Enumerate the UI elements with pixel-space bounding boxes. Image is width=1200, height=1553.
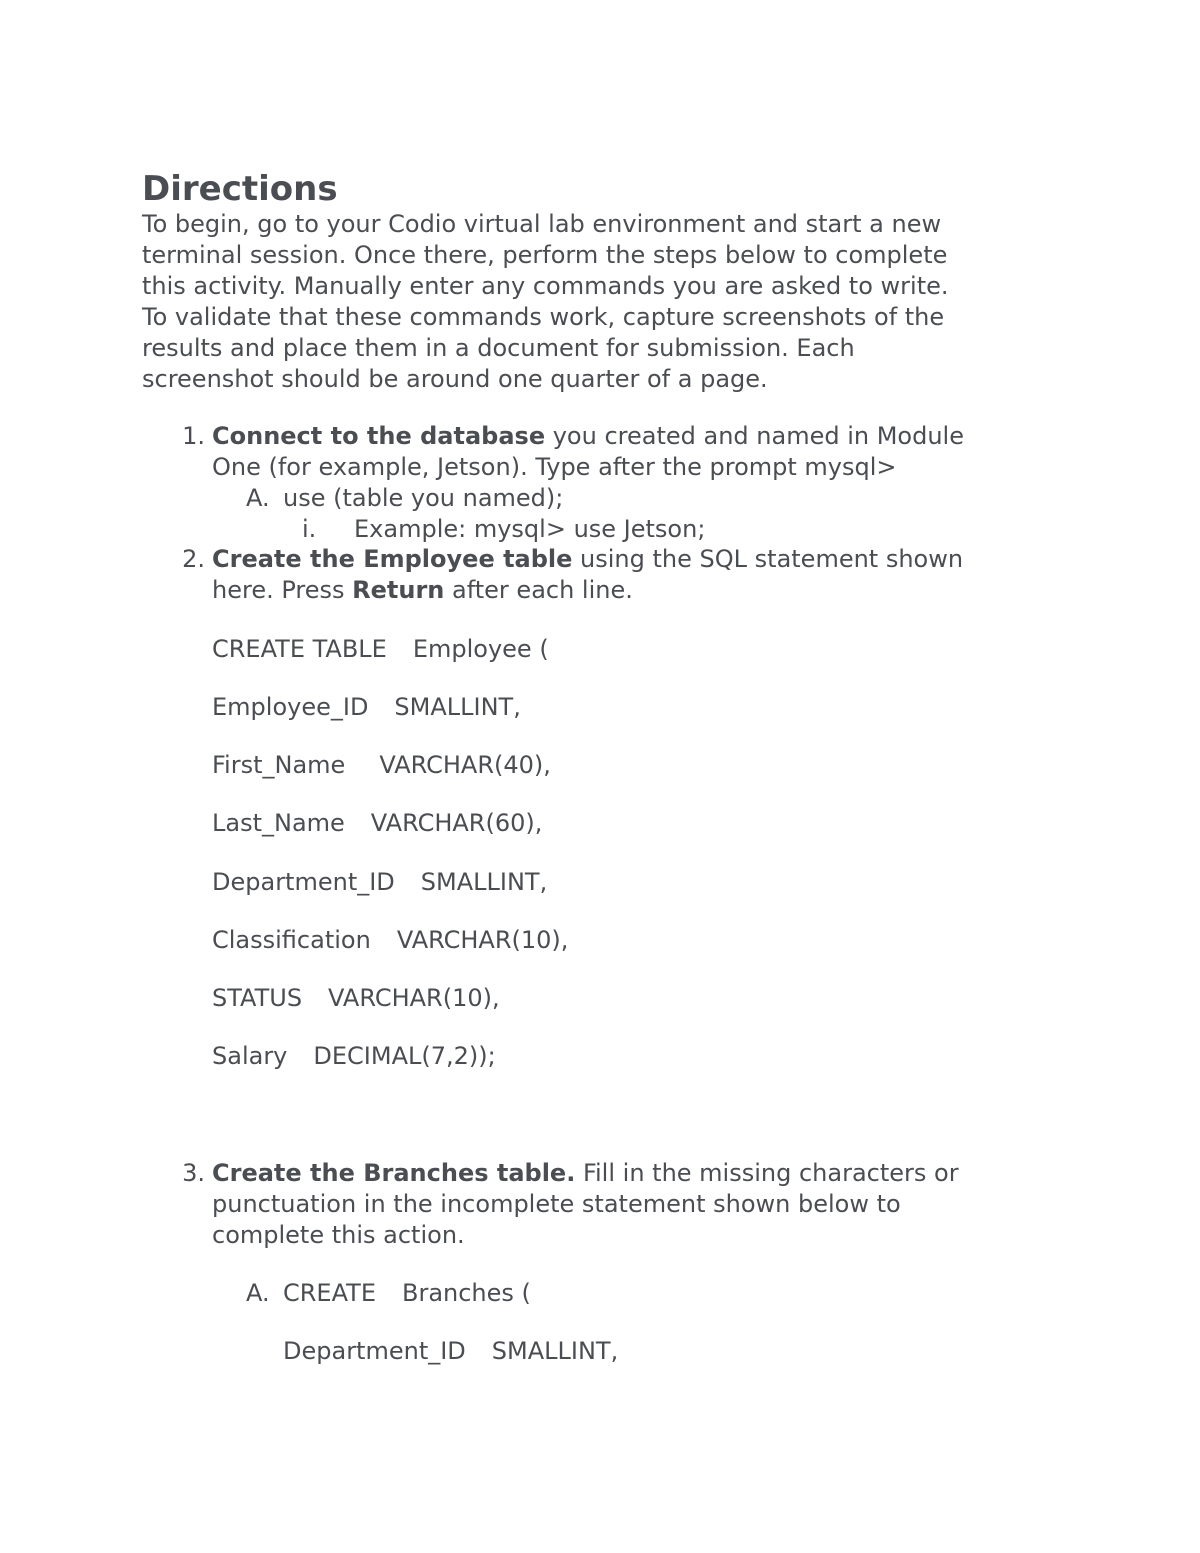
step-text-line: complete this action. [212, 1221, 465, 1249]
step-heading [212, 544, 963, 575]
subsub-roman: i. [302, 515, 317, 543]
intro-line: this activity. Manually enter any commands you are asked to write. [142, 272, 949, 300]
sub-text: use (table you named); [283, 484, 564, 512]
step-number: 1. [182, 422, 205, 450]
step-number: 2. [182, 545, 205, 573]
sub-letter: A. [246, 1279, 270, 1307]
step-text: using the SQL statement shown [572, 545, 964, 573]
intro-line: To validate that these commands work, capture screenshots of the [142, 303, 945, 331]
sql-line: CREATE TABLE Employee ( [212, 635, 549, 663]
sql-line: Employee_ID SMALLINT, [212, 693, 521, 721]
sub-letter: A. [246, 484, 270, 512]
page-title: Directions [142, 169, 338, 209]
intro-line: results and place them in a document for submission. Each [142, 334, 855, 362]
sql-line: STATUS VARCHAR(10), [212, 984, 500, 1012]
step-number: 3. [182, 1159, 205, 1187]
step-text: Fill in the missing characters or [575, 1159, 959, 1187]
step-heading [212, 1158, 959, 1189]
sql-line: Department_ID SMALLINT, [212, 868, 548, 896]
step-bold-text: Connect to the database [212, 422, 546, 450]
sql-line: Classification VARCHAR(10), [212, 926, 569, 954]
step-heading [212, 421, 964, 452]
sql-line: CREATE Branches ( [283, 1279, 531, 1307]
intro-line: terminal session. Once there, perform the steps below to complete [142, 241, 948, 269]
step-bold-text: Create the Branches table. [212, 1159, 576, 1187]
sql-line: Salary DECIMAL(7,2)); [212, 1042, 496, 1070]
subsub-text: Example: mysql> use Jetson; [354, 515, 706, 543]
intro-line: To begin, go to your Codio virtual lab environment and start a new [142, 210, 942, 238]
step-text-line: One (for example, Jetson). Type after the prompt mysql> [212, 453, 897, 481]
sql-line: First_Name VARCHAR(40), [212, 751, 551, 779]
sql-line: Last_Name VARCHAR(60), [212, 809, 543, 837]
step-bold-text: Create the Employee table [212, 545, 573, 573]
step-text-line: punctuation in the incomplete statement shown below to [212, 1190, 901, 1218]
sql-line: Department_ID SMALLINT, [283, 1337, 619, 1365]
return-key-text: Return [352, 576, 445, 604]
step-text: you created and named in Module [545, 422, 964, 450]
intro-line: screenshot should be around one quarter of a page. [142, 365, 768, 393]
step-text-line: here. Press Return after each line. [212, 576, 633, 604]
